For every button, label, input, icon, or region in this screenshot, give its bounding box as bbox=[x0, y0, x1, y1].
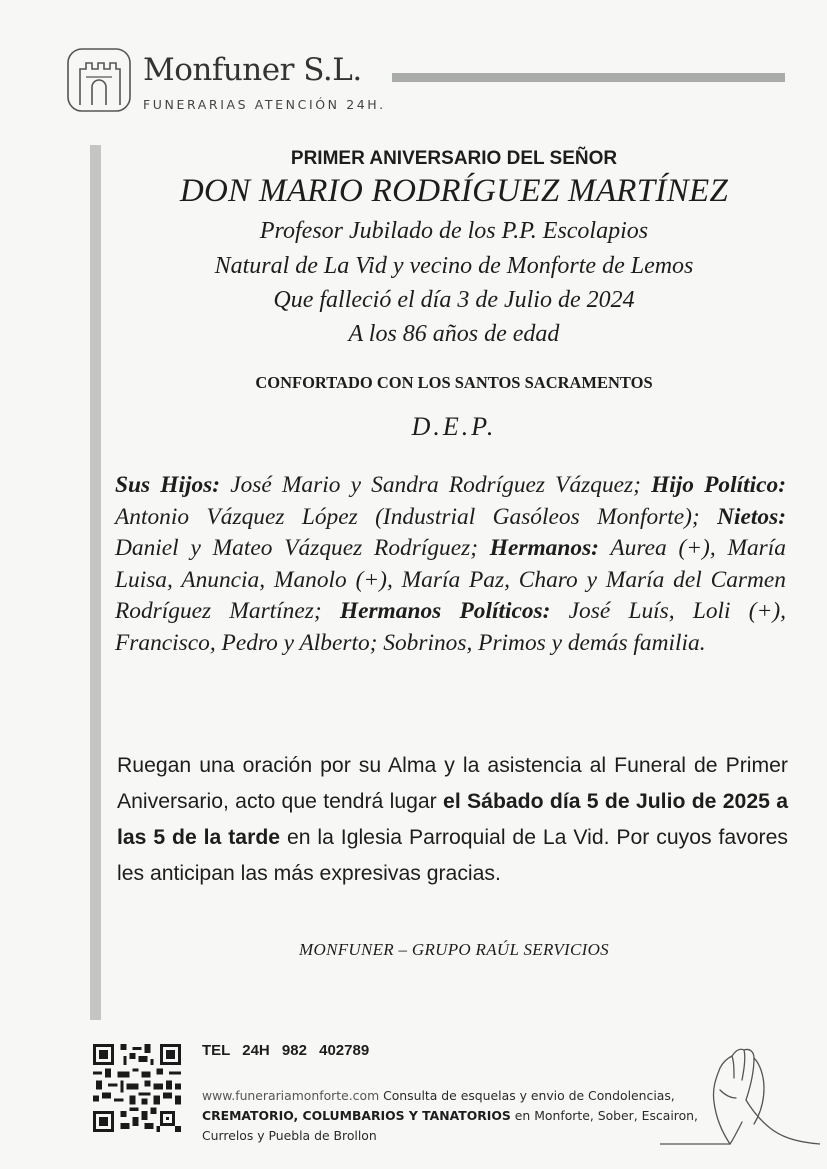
notice-line-death-date: Que falleció el día 3 de Julio de 2024 bbox=[273, 287, 635, 313]
side-rule bbox=[90, 145, 101, 1020]
notice-line-origin: Natural de La Vid y vecino de Monforte de Lemos bbox=[214, 253, 694, 279]
grandchildren-names: Daniel y Mateo Vázquez Rodríguez; bbox=[115, 535, 490, 562]
qr-code-icon[interactable] bbox=[93, 1044, 181, 1132]
header-rule bbox=[392, 73, 785, 82]
phone-number[interactable]: 982 402789 bbox=[281, 1042, 370, 1059]
brand-tagline: FUNERARIAS ATENCIÓN 24H. bbox=[143, 97, 386, 112]
son-in-law-label: Hijo Político: bbox=[651, 472, 786, 498]
sacraments-line: CONFORTADO CON LOS SANTOS SACRAMENTOS bbox=[255, 373, 653, 392]
grandchildren-label: Nietos: bbox=[717, 503, 786, 530]
phone-line bbox=[202, 1042, 369, 1059]
prayer-text-start: Ruegan una oración por su Alma y la asistencia al Funeral de Primer Aniversario, acto que tendrá lugar bbox=[117, 754, 788, 813]
footer-text bbox=[202, 1086, 702, 1146]
siblings-names: Aurea (+), María Luisa, Anuncia, Manolo (+), María Paz, Charo y María del Carmen Rodríguez Martínez; bbox=[115, 535, 786, 625]
services-list: CREMATORIO, COLUMBARIOS Y TANATORIOS bbox=[202, 1108, 511, 1123]
phone-label: TEL 24H bbox=[202, 1042, 270, 1059]
footer-text-end: en Monforte, Sober, Escairon, Currelos y Puebla de Brollon bbox=[202, 1108, 698, 1143]
notice-line-age: A los 86 años de edad bbox=[348, 321, 560, 347]
funeral-date: el Sábado día 5 de Julio de 2025 a las 5 de la tarde bbox=[117, 790, 788, 849]
rip-line: D.E.P. bbox=[411, 412, 497, 441]
praying-hands-icon bbox=[660, 1044, 820, 1156]
children-names: José Mario y Sandra Rodríguez Vázquez; bbox=[220, 472, 652, 498]
siblings-in-law-names: José Luís, Loli (+), Francisco, Pedro y Alberto; Sobrinos, Primos y demás familia. bbox=[115, 598, 786, 656]
notice-line-profession: Profesor Jubilado de los P.P. Escolapios bbox=[259, 218, 649, 244]
brand-name: Monfuner S.L. bbox=[143, 52, 362, 88]
footer-text-start: Consulta de esquelas y envio de Condolencias, bbox=[379, 1088, 675, 1103]
family-paragraph bbox=[115, 470, 786, 660]
notice-heading: PRIMER ANIVERSARIO DEL SEÑOR bbox=[290, 148, 618, 169]
signature: MONFUNER – GRUPO RAÚL SERVICIOS bbox=[299, 940, 609, 959]
prayer-paragraph bbox=[117, 748, 788, 892]
children-label: Sus Hijos: bbox=[115, 472, 221, 498]
son-in-law-names: Antonio Vázquez López (Industrial Gasóleos Monforte); bbox=[115, 503, 718, 530]
siblings-label: Hermanos: bbox=[489, 535, 599, 562]
tower-logo-icon bbox=[66, 47, 132, 113]
siblings-in-law-label: Hermanos Políticos: bbox=[339, 598, 551, 625]
website-link[interactable]: www.funerariamonforte.com bbox=[202, 1088, 380, 1103]
prayer-text-end: en la Iglesia Parroquial de La Vid. Por cuyos favores les anticipan las más expresivas gracias. bbox=[117, 826, 788, 885]
deceased-name: DON MARIO RODRÍGUEZ MARTÍNEZ bbox=[179, 173, 729, 209]
